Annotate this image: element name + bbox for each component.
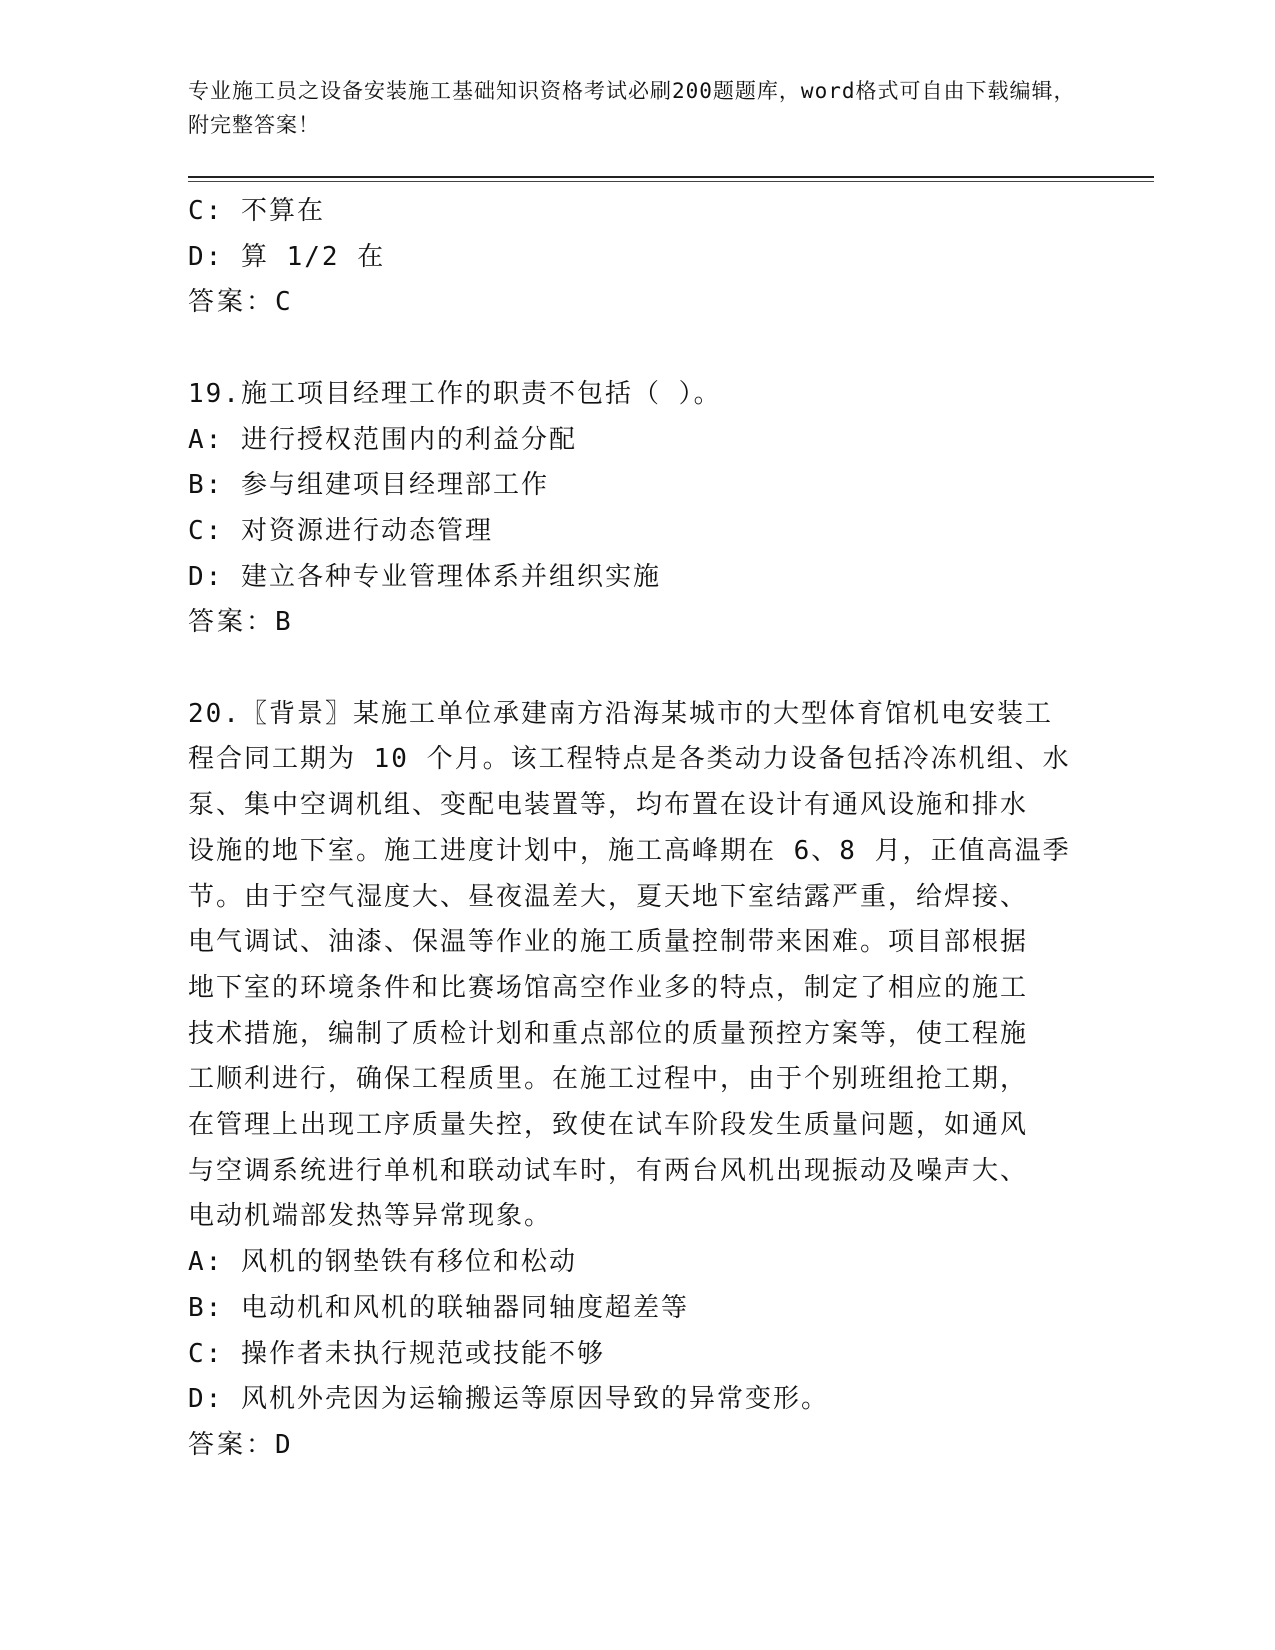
q20-stem-line: 设施的地下室。施工进度计划中，施工高峰期在 6、8 月，正值高温季 (188, 835, 1071, 866)
q20-stem-line: 工顺利进行，确保工程质里。在施工过程中，由于个别班组抢工期， (188, 1064, 1029, 1095)
q20-stem-line: 地下室的环境条件和比赛场馆高空作业多的特点，制定了相应的施工 (188, 972, 1029, 1003)
q19-answer: 答案：B (188, 607, 294, 638)
prev-option-d: D: 算 1/2 在 (188, 241, 386, 272)
q20-stem-line: 技术措施，编制了质检计划和重点部位的质量预控方案等，使工程施 (188, 1018, 1029, 1049)
spacer (188, 326, 1088, 372)
q19-stem: 19.施工项目经理工作的职责不包括（ ）。 (188, 378, 722, 409)
header-divider-thin (188, 181, 1154, 182)
spacer (188, 646, 1088, 692)
prev-answer: 答案：C (188, 287, 294, 318)
q20-stem-line: 在管理上出现工序质量失控，致使在试车阶段发生质量问题，如通风 (188, 1110, 1029, 1141)
q20-answer: 答案：D (188, 1429, 294, 1460)
q20-stem-line: 节。由于空气湿度大、昼夜温差大，夏天地下室结露严重，给焊接、 (188, 881, 1029, 912)
q20-stem-line: 泵、集中空调机组、变配电装置等，均布置在设计有通风设施和排水 (188, 790, 1029, 821)
q20-option-b: B: 电动机和风机的联轴器同轴度超差等 (188, 1292, 689, 1323)
q20-option-c: C: 操作者未执行规范或技能不够 (188, 1338, 605, 1369)
q19-option-b: B: 参与组建项目经理部工作 (188, 470, 549, 501)
q20-stem-line: 电气调试、油漆、保温等作业的施工质量控制带来困难。项目部根据 (188, 927, 1029, 958)
q20-stem (188, 692, 1088, 1240)
question-content (188, 189, 1088, 1469)
q20-option-a: A: 风机的钢垫铁有移位和松动 (188, 1247, 577, 1278)
q19-option-c: C: 对资源进行动态管理 (188, 515, 493, 546)
q20-stem-line: 20.〖背景〗某施工单位承建南方沿海某城市的大型体育馆机电安装工 (188, 698, 1053, 729)
q19-option-d: D: 建立各种专业管理体系并组织实施 (188, 561, 661, 592)
q20-stem-line: 程合同工期为 10 个月。该工程特点是各类动力设备包括冷冻机组、水 (188, 744, 1071, 775)
q19-option-a: A: 进行授权范围内的利益分配 (188, 424, 577, 455)
q20-option-d: D: 风机外壳因为运输搬运等原因导致的异常变形。 (188, 1384, 829, 1415)
header-divider-thick (188, 176, 1154, 178)
page-header: 专业施工员之设备安装施工基础知识资格考试必刷200题题库，word格式可自由下载编辑，附完整答案！ (188, 79, 1076, 137)
q20-stem-line: 与空调系统进行单机和联动试车时，有两台风机出现振动及噪声大、 (188, 1155, 1029, 1186)
prev-option-c: C: 不算在 (188, 196, 325, 226)
q20-stem-line: 电动机端部发热等异常现象。 (188, 1201, 553, 1232)
